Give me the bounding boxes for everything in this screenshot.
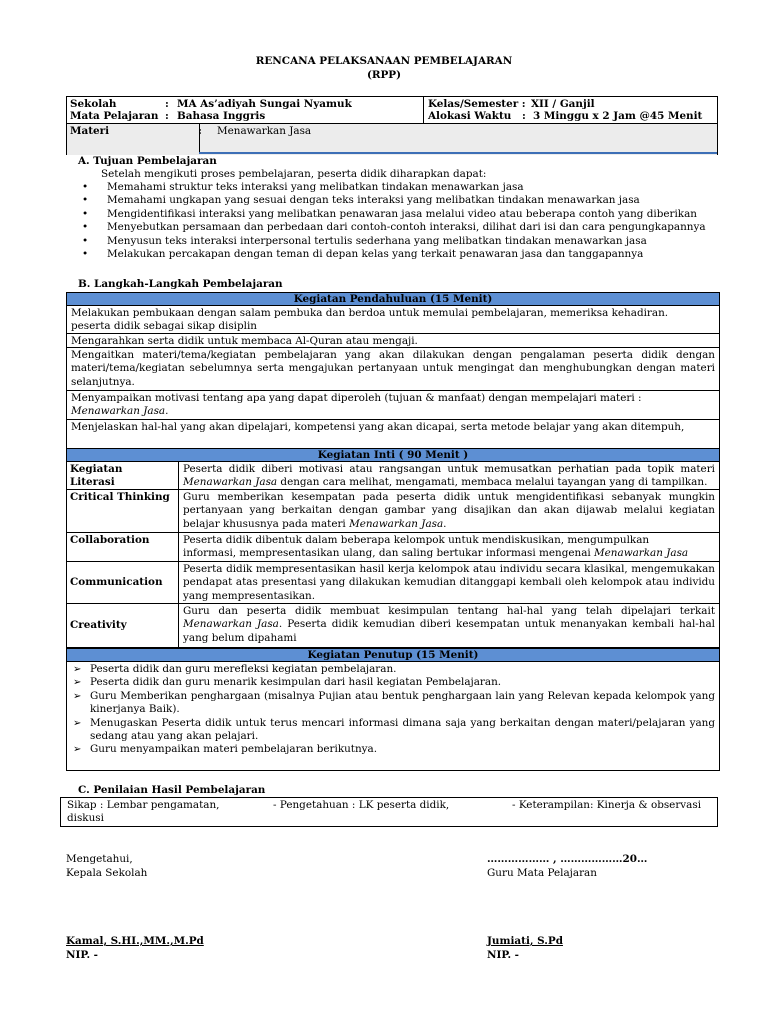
- sekolah-colon: :: [165, 98, 169, 110]
- closing-list: [71, 663, 715, 757]
- row-text: .: [443, 517, 447, 530]
- list-item: • Mengidentifikasi interaksi yang melibatkan penawaran jasa melalui video atau beberapa contoh yang diberikan: [82, 208, 732, 221]
- row-text: . Peserta didik kemudian diberi kesempatan untuk menanyakan kembali hal-hal yang belum dipahami: [183, 618, 715, 644]
- table-row: [66, 333, 720, 348]
- sekolah-value: MA As’adiyah Sungai Nyamuk: [177, 98, 352, 110]
- identity-table: [66, 96, 718, 155]
- sekolah-label: Sekolah: [70, 98, 117, 110]
- diskusi-text: diskusi: [67, 812, 104, 824]
- collaboration-label: Collaboration: [66, 532, 179, 562]
- row-text: Peserta didik mempresentasikan hasil kerja kelompok atau individu secara klasikal, mengemukakan pendapat atas presentasi yang dilakukan kemudian ditanggapi kembali oleh kelompok atau individu yang mempresentasikan.: [183, 563, 715, 602]
- table-row: [178, 489, 720, 533]
- table-row: [178, 603, 720, 648]
- table-row: [66, 390, 720, 420]
- table-row: [66, 419, 720, 449]
- label-text: Kegiatan: [70, 463, 123, 475]
- row-text: informasi, mempresentasikan ulang, dan saling bertukar informasi mengenai: [183, 547, 595, 560]
- list-item: ➢ Guru Memberikan penghargaan (misalnya Pujian atau bentuk penghargaan lain yang Relevan kepada kelompok yang kinerjanya Baik).: [71, 690, 715, 717]
- inti-bar: Kegiatan Inti ( 90 Menit ): [66, 448, 720, 462]
- list-item: • Memahami struktur teks interaksi yang melibatkan tindakan menawarkan jasa: [82, 181, 732, 194]
- row-text: Menjelaskan hal-hal yang akan dipelajari, kompetensi yang akan dicapai, serta metode belajar yang akan ditempuh,: [71, 421, 685, 433]
- table-row: [178, 532, 720, 562]
- row-text: Mengaitkan materi/tema/kegiatan pembelajaran yang akan dilakukan dengan pengalaman peserta didik dengan materi/tema/kegiatan sebelumnya serta mengajukan pertanyaan untuk mengingat dan menghubungkan dengan materi selanjutnya.: [71, 349, 715, 388]
- keterampilan-text: - Keterampilan: Kinerja & observasi: [512, 799, 702, 811]
- row-text-italic: Menawarkan Jasa: [183, 476, 278, 489]
- row-text: Peserta didik diberi motivasi atau rangsangan untuk memusatkan perhatian pada topik materi: [183, 463, 715, 475]
- sign-right-line-2: Guru Mata Pelajaran: [487, 867, 597, 879]
- table-row: [66, 347, 720, 391]
- sign-date-line: ……………… , ………………20…: [487, 853, 648, 865]
- row-text-italic: Menawarkan Jasa: [349, 517, 444, 530]
- label-text: Literasi: [70, 476, 115, 489]
- list-item: • Menyusun teks interaksi interpersonal tertulis sederhana yang melibatkan tindakan menawarkan jasa: [82, 235, 732, 248]
- materi-value: Menawarkan Jasa: [217, 125, 312, 137]
- kelas-value: XII / Ganjil: [531, 98, 595, 110]
- creativity-label: Creativity: [66, 603, 179, 648]
- row-text: Guru memberikan kesempatan pada peserta didik untuk mengidentifikasi sebanyak mungkin pertanyaan yang berkaitan dengan gambar yang disajikan dan akan dijawab melalui kegiatan belajar khususnya pada materi: [183, 491, 715, 530]
- mapel-value: Bahasa Inggris: [177, 110, 266, 122]
- assessment-box: [60, 797, 718, 827]
- row-text: Menawarkan Jasa.: [71, 405, 169, 418]
- teacher-nip: NIP. -: [487, 949, 519, 961]
- section-b-heading: B. Langkah-Langkah Pembelajaran: [78, 278, 283, 290]
- row-text: dengan cara melihat, mengamati, membaca melalui tayangan yang di tampilkan.: [277, 476, 708, 489]
- communication-label: Communication: [66, 561, 179, 604]
- list-item: ➢ Peserta didik dan guru merefleksi kegiatan pembelajaran.: [71, 663, 715, 676]
- row-text: Menyampaikan motivasi tentang apa yang dapat diperoleh (tujuan & manfaat) dengan mempelajari materi :: [71, 392, 642, 404]
- objective-list: [82, 181, 732, 261]
- row-text: peserta didik sebagai sikap disiplin: [71, 320, 257, 333]
- list-item: • Memahami ungkapan yang sesuai dengan teks interaksi yang melibatkan tindakan menawarkan jasa: [82, 194, 732, 207]
- alokasi-colon: :: [522, 110, 526, 122]
- section-a-intro: Setelah mengikuti proses pembelajaran, peserta didik diharapkan dapat:: [101, 168, 487, 180]
- table-row: [178, 561, 720, 604]
- mapel-colon: :: [165, 110, 169, 122]
- materi-colon: :: [198, 125, 202, 137]
- row-text: Peserta didik dibentuk dalam beberapa kelompok untuk mendiskusikan, mengumpulkan: [183, 534, 650, 546]
- list-item: • Menyebutkan persamaan dan perbedaan dari contoh-contoh interaksi, dilihat dari isi dan cara pengungkapannya: [82, 221, 732, 234]
- section-c-heading: C. Penilaian Hasil Pembelajaran: [78, 784, 266, 796]
- list-item: ➢ Peserta didik dan guru menarik kesimpulan dari hasil kegiatan Pembelajaran.: [71, 676, 715, 689]
- penutup-bar: Kegiatan Penutup (15 Menit): [66, 648, 720, 662]
- sign-left-line-2: Kepala Sekolah: [66, 867, 148, 879]
- row-text-italic: Menawarkan Jasa: [594, 547, 689, 560]
- headmaster-nip: NIP. -: [66, 949, 98, 961]
- alokasi-value: 3 Minggu x 2 Jam @45 Menit: [533, 110, 703, 122]
- table-row: [178, 461, 720, 490]
- pengetahuan-text: - Pengetahuan : LK peserta didik,: [273, 799, 450, 811]
- headmaster-name: Kamal, S.HI.,MM.,M.Pd: [66, 935, 204, 947]
- section-a-heading: A. Tujuan Pembelajaran: [78, 155, 217, 167]
- materi-label: Materi: [70, 125, 110, 137]
- list-item: ➢ Menugaskan Peserta didik untuk terus mencari informasi dimana saja yang berkaitan dengan materi/pelajaran yang sedang atau yang akan pelajari.: [71, 717, 715, 744]
- list-item: ➢ Guru menyampaikan materi pembelajaran berikutnya.: [71, 743, 715, 756]
- table-row: [66, 305, 720, 334]
- kelas-label: Kelas/Semester :: [428, 98, 526, 110]
- row-text: Melakukan pembukaan dengan salam pembuka dan berdoa untuk memulai pembelajaran, memeriksa kehadiran.: [71, 307, 669, 319]
- list-item: • Melakukan percakapan dengan teman di depan kelas yang terkait penawaran jasa dan tanggapannya: [82, 248, 732, 261]
- document-title: RENCANA PELAKSANAAN PEMBELAJARAN: [255, 55, 513, 67]
- literasi-label: [66, 461, 179, 490]
- sikap-text: Sikap : Lembar pengamatan,: [67, 799, 220, 811]
- document-subtitle: (RPP): [366, 69, 402, 81]
- critical-label: Critical Thinking: [66, 489, 179, 533]
- row-text: Guru dan peserta didik membuat kesimpulan tentang hal-hal yang telah dipelajari terkait: [183, 605, 715, 617]
- sign-left-line-1: Mengetahui,: [66, 853, 133, 865]
- penutup-box: [66, 661, 720, 771]
- alokasi-label: Alokasi Waktu: [428, 110, 512, 122]
- row-text-italic: Menawarkan Jasa: [183, 618, 279, 631]
- mapel-label: Mata Pelajaran: [70, 110, 159, 122]
- row-text: Mengarahkan serta didik untuk membaca Al-Quran atau mengaji.: [71, 335, 418, 347]
- pendahuluan-bar: Kegiatan Pendahuluan (15 Menit): [66, 292, 720, 306]
- teacher-name: Jumiati, S.Pd: [487, 935, 563, 947]
